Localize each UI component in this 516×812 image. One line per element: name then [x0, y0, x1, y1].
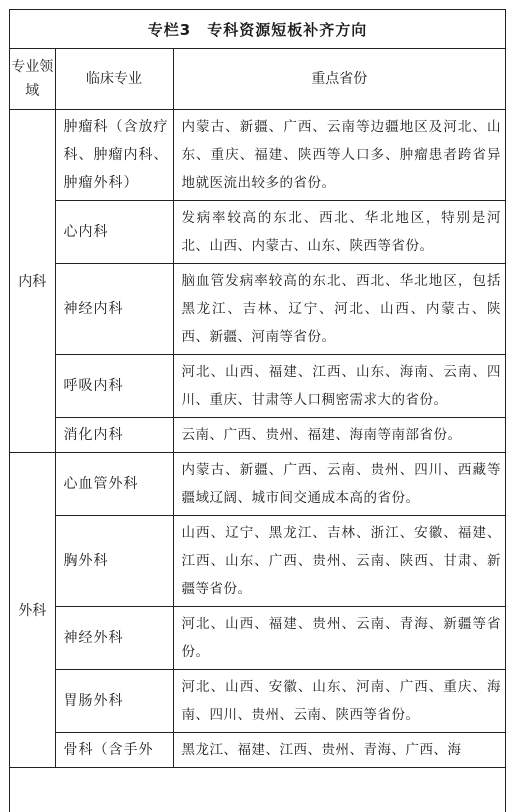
provinces-cell: 河北、山西、福建、江西、山东、海南、云南、四川、重庆、甘肃等人口稠密需求大的省份。: [173, 355, 505, 418]
header-specialty: 临床专业: [55, 49, 173, 110]
provinces-cell: 山西、辽宁、黑龙江、吉林、浙江、安徽、福建、江西、山东、广西、贵州、云南、陕西、甘肃、新疆等省份。: [173, 516, 505, 607]
provinces-cell: 内蒙古、新疆、广西、云南、贵州、四川、西藏等疆域辽阔、城市间交通成本高的省份。: [173, 453, 505, 516]
specialty-cell: 呼吸内科: [55, 355, 173, 418]
specialty-cell: 心血管外科: [55, 453, 173, 516]
provinces-cell: 脑血管发病率较高的东北、西北、华北地区，包括黑龙江、吉林、辽宁、河北、山西、内蒙古、陕西、新疆、河南等省份。: [173, 264, 505, 355]
specialty-cell: 胸外科: [55, 516, 173, 607]
table-header-row: [10, 49, 505, 110]
box-title: 专栏3 专科资源短板补齐方向: [10, 10, 505, 49]
table-row: [10, 264, 505, 355]
table-row: [10, 607, 505, 670]
provinces-cell: 黑龙江、福建、江西、贵州、青海、广西、海: [173, 733, 505, 768]
provinces-cell: 内蒙古、新疆、广西、云南等边疆地区及河北、山东、重庆、福建、陕西等人口多、肿瘤患者跨省异地就医流出较多的省份。: [173, 110, 505, 201]
provinces-cell: 云南、广西、贵州、福建、海南等南部省份。: [173, 418, 505, 453]
area-cell: 内科: [10, 110, 55, 453]
table-row: [10, 418, 505, 453]
specialty-table: [10, 49, 505, 768]
specialty-cell: 胃肠外科: [55, 670, 173, 733]
table-row: [10, 110, 505, 201]
provinces-cell: 河北、山西、福建、贵州、云南、青海、新疆等省份。: [173, 607, 505, 670]
specialty-cell: 肿瘤科（含放疗科、肿瘤内科、肿瘤外科）: [55, 110, 173, 201]
specialty-cell: 心内科: [55, 201, 173, 264]
table-row: [10, 516, 505, 607]
supplement-box: [9, 9, 506, 812]
area-cell: 外科: [10, 453, 55, 768]
provinces-cell: 发病率较高的东北、西北、华北地区，特别是河北、山西、内蒙古、山东、陕西等省份。: [173, 201, 505, 264]
table-row: [10, 355, 505, 418]
table-row: [10, 453, 505, 516]
header-area: 专业领域: [10, 49, 55, 110]
table-row: [10, 201, 505, 264]
specialty-cell: 消化内科: [55, 418, 173, 453]
header-provinces: 重点省份: [173, 49, 505, 110]
specialty-cell: 神经外科: [55, 607, 173, 670]
table-row: [10, 733, 505, 768]
table-row: [10, 670, 505, 733]
specialty-cell: 骨科（含手外: [55, 733, 173, 768]
provinces-cell: 河北、山西、安徽、山东、河南、广西、重庆、海南、四川、贵州、云南、陕西等省份。: [173, 670, 505, 733]
specialty-cell: 神经内科: [55, 264, 173, 355]
